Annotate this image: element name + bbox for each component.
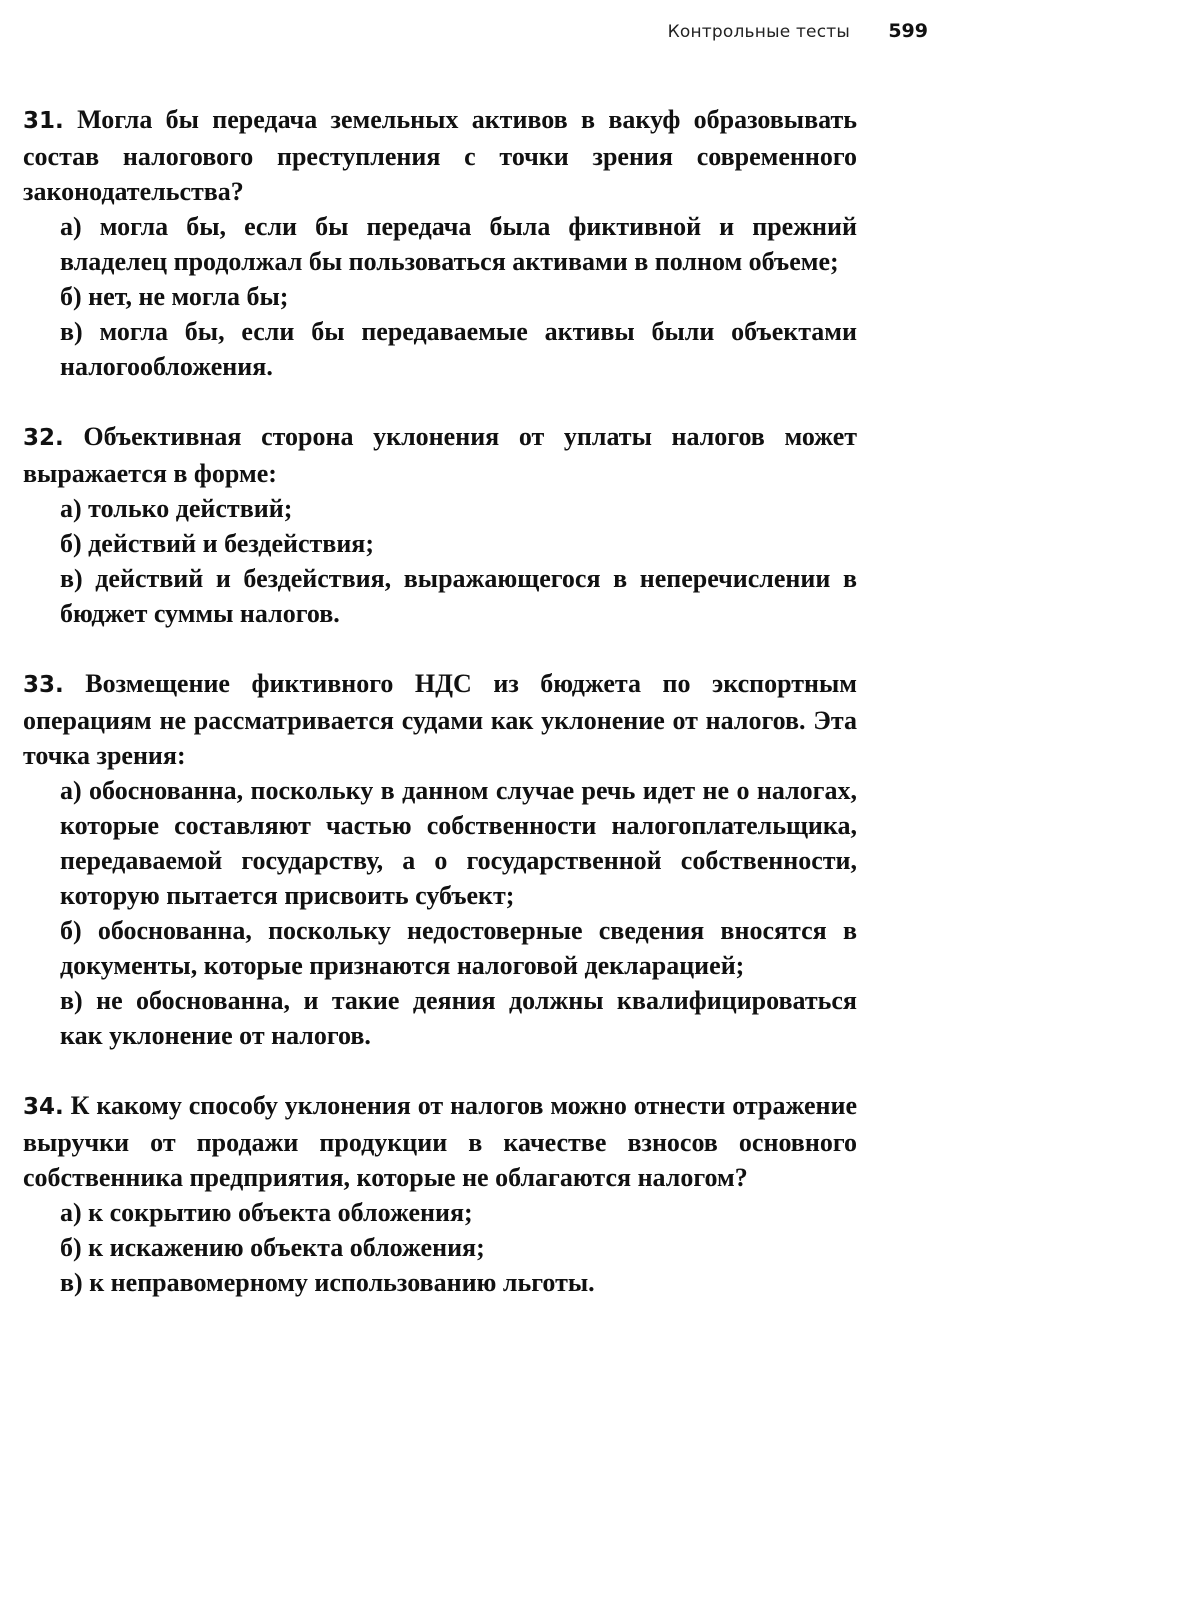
answer-options: [23, 773, 857, 1053]
question-number: 32.: [23, 425, 64, 451]
running-header: [0, 18, 928, 48]
answer-option-a: а) могла бы, если бы передача была фиктивной и прежний владелец продолжал бы пользоваться активами в полном объеме;: [60, 212, 857, 276]
question-body: К какому способу уклонения от налогов можно отнести отражение выручки от продажи продукции в качестве взносов основного собственника предприятия, которые не облагаются налогом?: [23, 1091, 858, 1192]
answer-option-c: в) не обоснованна, и такие деяния должны квалифицироваться как уклонение от налогов.: [60, 986, 857, 1050]
answer-option-a: а) только действий;: [60, 494, 293, 523]
question-32: [23, 419, 857, 631]
answer-options: [23, 209, 857, 384]
question-text: [23, 419, 857, 491]
question-text: [23, 1088, 857, 1195]
question-text: [23, 102, 857, 209]
question-34: [23, 1088, 857, 1300]
answer-option-b: б) обоснованна, поскольку недостоверные сведения вносятся в документы, которые признаются налоговой декларацией;: [60, 916, 857, 980]
question-number: 33.: [23, 672, 64, 698]
page-number: 599: [888, 20, 928, 42]
question-number: 31.: [23, 108, 64, 134]
question-33: [23, 666, 857, 1053]
question-body: Возмещение фиктивного НДС из бюджета по экспортным операциям не рассматривается судами как уклонение от налогов. Эта точка зрения:: [23, 669, 858, 770]
question-text: [23, 666, 857, 773]
question-body: Объективная сторона уклонения от уплаты налогов может выражается в форме:: [23, 422, 858, 488]
answer-options: [23, 1195, 857, 1300]
answer-option-b: б) действий и бездействия;: [60, 529, 375, 558]
answer-option-a: а) обоснованна, поскольку в данном случае речь идет не о налогах, которые составляют частью собственности налогоплательщика, передаваемой государству, а о государственной собственности, которую пытается присвоить субъект;: [60, 776, 857, 910]
answer-option-b: б) к искажению объекта обложения;: [60, 1233, 485, 1262]
answer-option-c: в) действий и бездействия, выражающегося в неперечислении в бюджет суммы налогов.: [60, 564, 857, 628]
answer-options: [23, 491, 857, 631]
answer-option-c: в) к неправомерному использованию льготы.: [60, 1268, 595, 1297]
running-title: Контрольные тесты: [667, 22, 850, 42]
questions-list: [23, 102, 857, 1335]
question-31: [23, 102, 857, 384]
answer-option-c: в) могла бы, если бы передаваемые активы были объектами налогообложения.: [60, 317, 857, 381]
answer-option-a: а) к сокрытию объекта обложения;: [60, 1198, 473, 1227]
question-body: Могла бы передача земельных активов в вакуф образовывать состав налогового преступления с точки зрения современного законодательства?: [23, 105, 857, 206]
question-number: 34.: [23, 1094, 64, 1120]
answer-option-b: б) нет, не могла бы;: [60, 282, 289, 311]
